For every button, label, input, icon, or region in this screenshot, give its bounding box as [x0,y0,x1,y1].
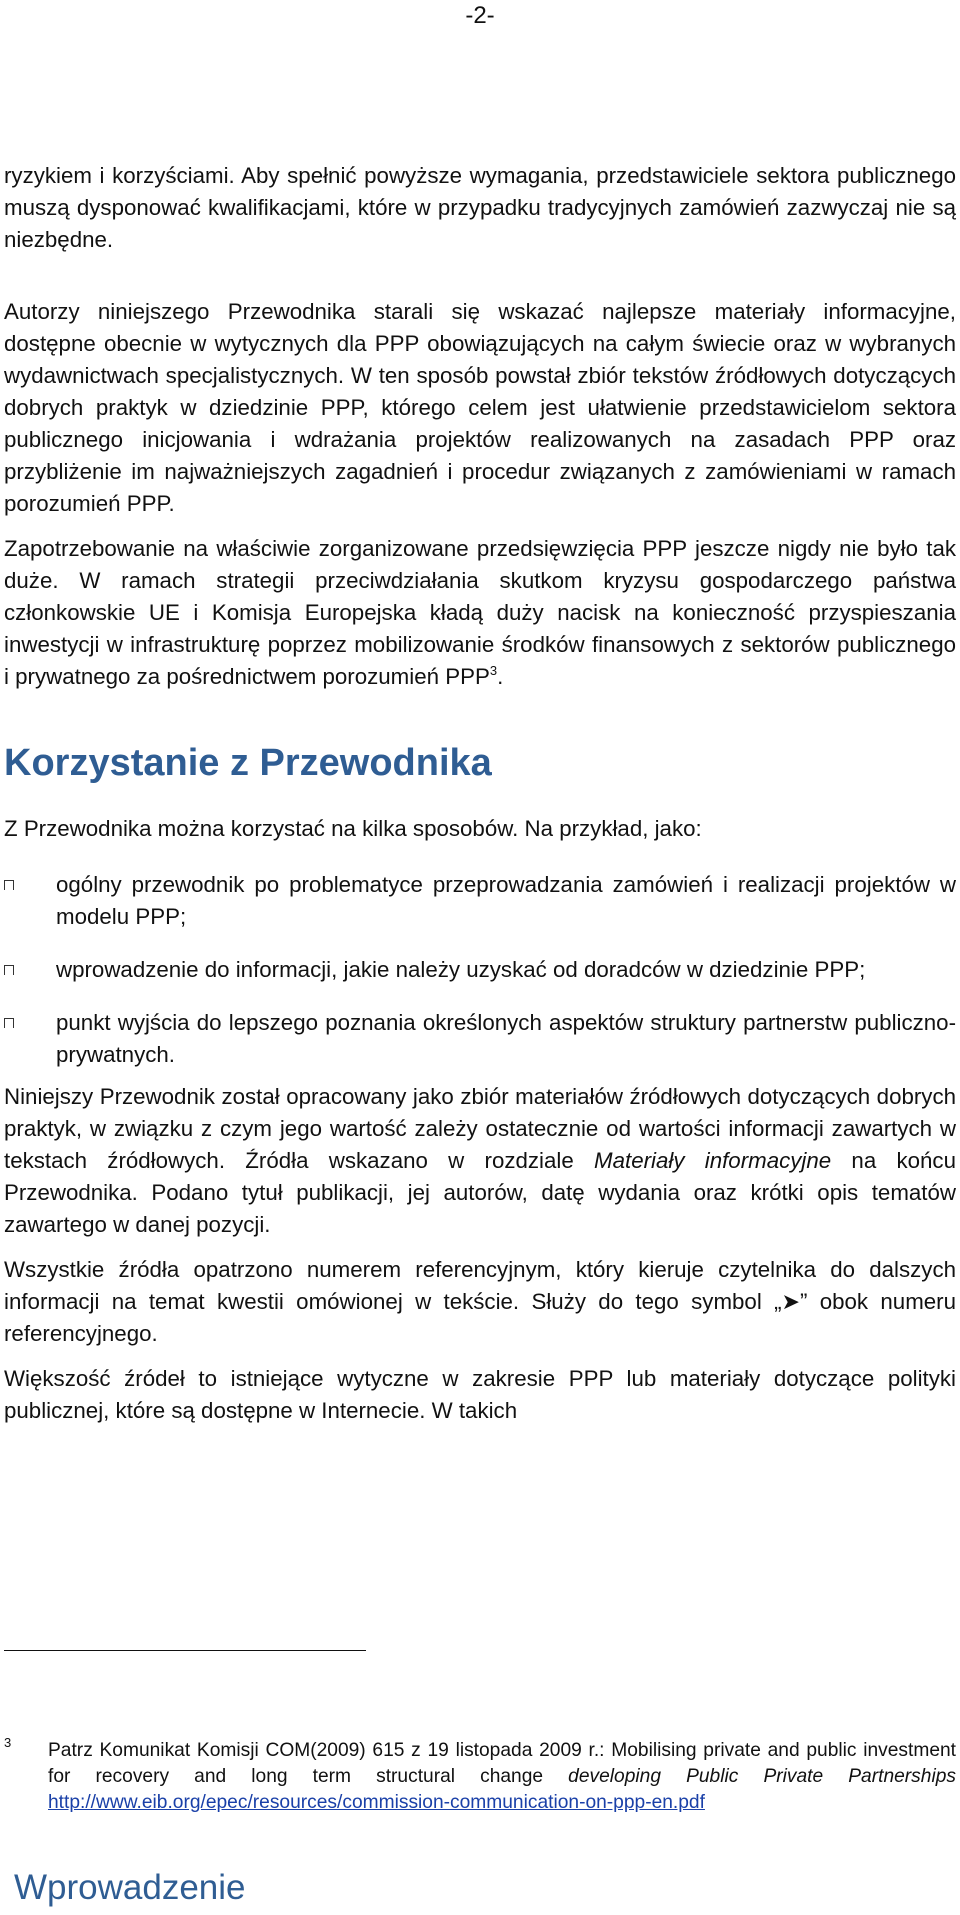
paragraph-sources-text-a: Niniejszy Przewodnik został opracowany jako zbiór materiałów źródłowych dotyczących dobrych praktyk, w związku z czym jego wartość zależy ostatecznie od wartości informacji zawartych w tekstach źródłowych. Źródła wskazano w rozdziale [4,1084,956,1173]
paragraph-usage-intro: Z Przewodnika można korzystać na kilka sposobów. Na przykład, jako: [4,816,702,841]
materials-chapter-title: Materiały informacyjne [594,1148,832,1173]
paragraph-references-text-a: Wszystkie źródła opatrzono numerem referencyjnym, który kieruje czytelnika do dalszych informacji na temat kwestii omówionej w tekście. Służy do tego symbol „ [4,1257,956,1314]
footnote-text-a: Patrz Komunikat Komisji COM(2009) 615 z 19 listopada 2009 r.: Mobilising private and public investment for recovery and long term structural change [48,1740,956,1787]
paragraph-references [4,1254,956,1350]
reference-arrow-icon: ➤ [781,1289,800,1314]
paragraph-sources [4,1081,956,1241]
document-body [4,160,956,1440]
footer-section-label: Wprowadzenie [14,1868,246,1907]
footnote-italic-title: developing Public Private Partnerships [568,1766,956,1787]
footnote-text [48,1738,956,1816]
section-heading: Korzystanie z Przewodnika [4,742,492,784]
paragraph-demand-end: . [497,664,504,689]
list-item [4,1007,956,1071]
list-item [4,869,956,933]
list-item-text: ogólny przewodnik po problematyce przeprowadzania zamówień i realizacji projektów w modelu PPP; [56,872,956,929]
paragraph-demand [4,533,956,693]
paragraph-references-text-b: ” obok numeru referencyjnego. [4,1289,957,1346]
usage-list [4,869,956,1071]
paragraph-internet-sources: Większość źródeł to istniejące wytyczne w zakresie PPP lub materiały dotyczące polityki publicznej, które są dostępne w Internecie. W takich [4,1366,956,1423]
paragraph-authors: Autorzy niniejszego Przewodnika starali się wskazać najlepsze materiały informacyjne, dostępne obecnie w wytycznych dla PPP obowiązujących na całym świecie oraz w wybranych wydawnictwach specjalistycznych. W ten sposób powstał zbiór tekstów źródłowych dotyczących dobrych praktyk w dziedzinie PPP, którego celem jest ułatwienie przedstawicielom sektora publicznego inicjowania i wdrażania projektów realizowanych na zasadach PPP oraz przybliżenie im najważniejszych zagadnień i procedur związanych z zamówieniami w ramach porozumień PPP. [4,299,956,516]
paragraph-demand-text: Zapotrzebowanie na właściwie zorganizowane przedsięwzięcia PPP jeszcze nigdy nie było tak duże. W ramach strategii przeciwdziałania skutkom kryzysu gospodarczego państwa członkowskie UE i Komisja Europejska kładą duży nacisk na konieczność przyspieszania inwestycji w infrastrukturę poprzez mobilizowanie środków finansowych z sektorów publicznego i prywatnego za pośrednictwem porozumień PPP [4,536,956,689]
list-item [4,954,956,986]
footnote-link[interactable]: http://www.eib.org/epec/resources/commission-communication-on-ppp-en.pdf [48,1792,705,1813]
footnote-divider [4,1650,366,1651]
footnote-reference[interactable]: 3 [489,663,498,678]
square-bullet-icon [4,880,14,890]
square-bullet-icon [4,1018,14,1028]
footnote [4,1735,956,1816]
paragraph-intro-continuation: ryzykiem i korzyściami. Aby spełnić powyższe wymagania, przedstawiciele sektora publicznego muszą dysponować kwalifikacjami, które w przypadku tradycyjnych zamówień zazwyczaj nie są niezbędne. [4,163,956,252]
page-number: -2- [465,2,495,29]
footnote-mark: 3 [4,1735,12,1750]
square-bullet-icon [4,965,14,975]
list-item-text: wprowadzenie do informacji, jakie należy uzyskać od doradców w dziedzinie PPP; [56,957,866,982]
paragraph-sources-text-b: na końcu Przewodnika. Podano tytuł publikacji, jej autorów, datę wydania oraz krótki opis tematów zawartego w danej pozycji. [4,1148,956,1237]
list-item-text: punkt wyjścia do lepszego poznania określonych aspektów struktury partnerstw publiczno-prywatnych. [56,1010,956,1067]
